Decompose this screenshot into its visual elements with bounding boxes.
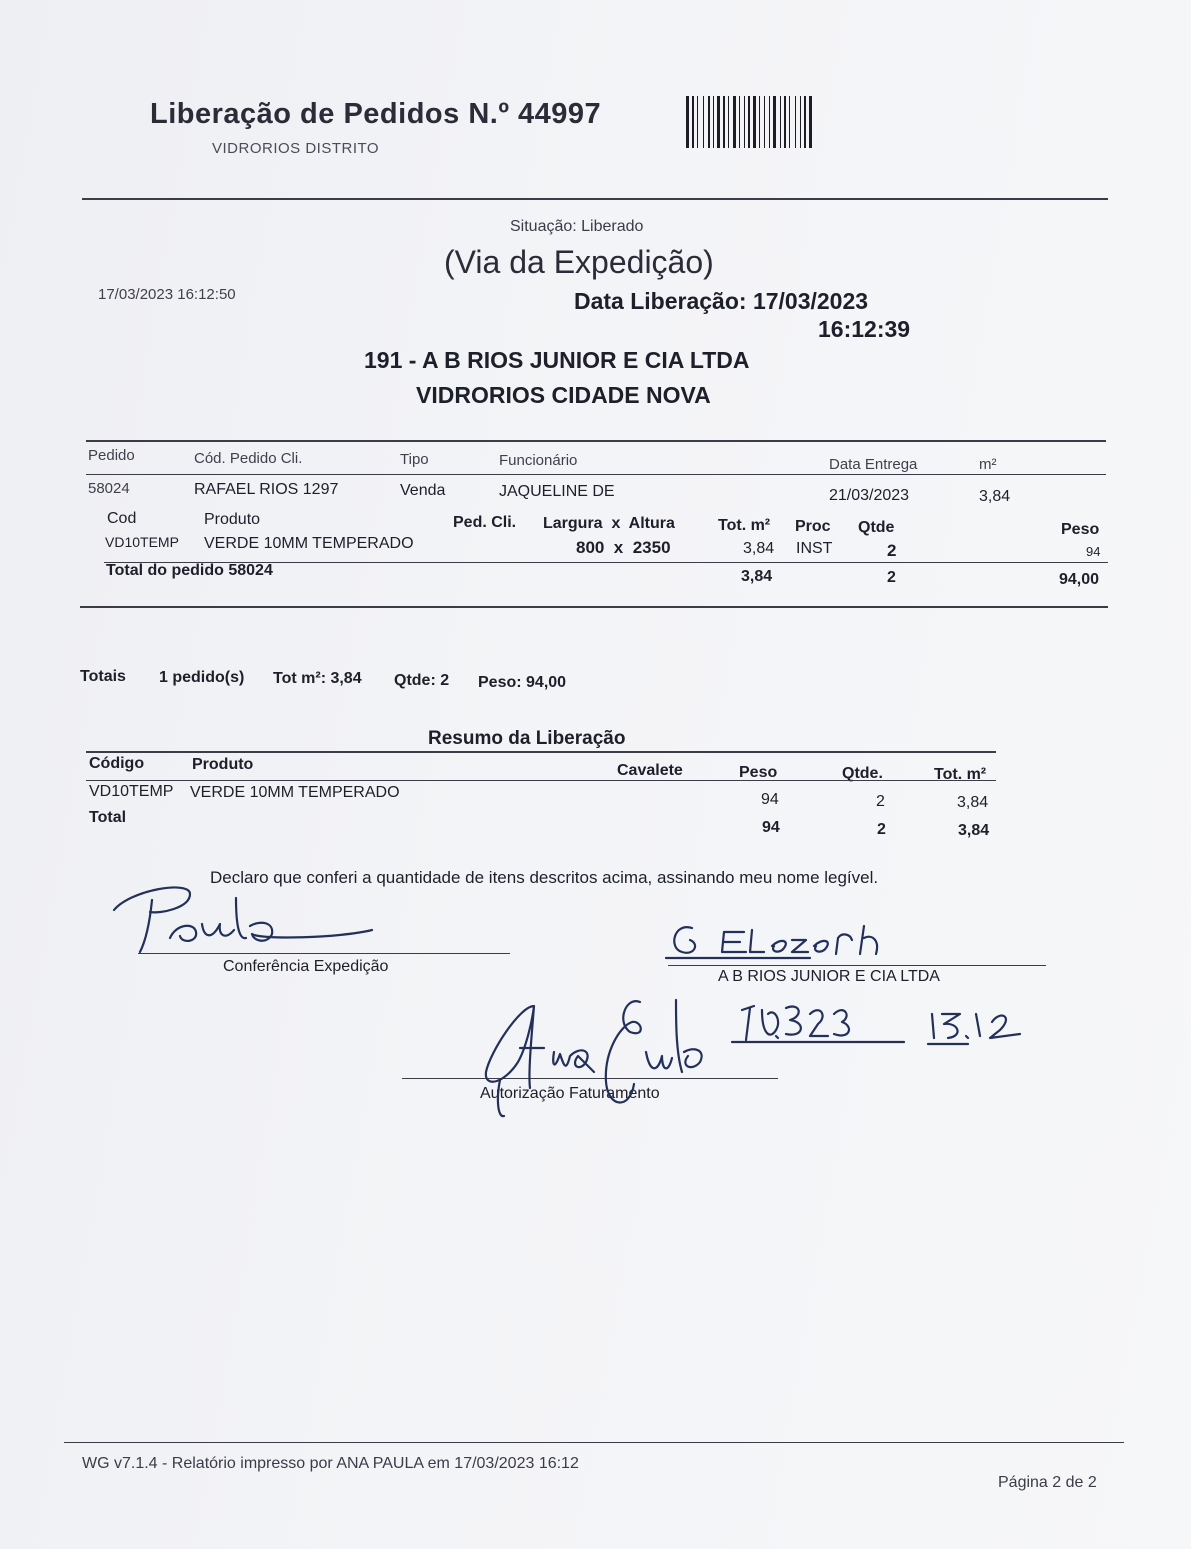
barcode-bar	[809, 96, 812, 148]
col-header-funcionario: Funcionário	[499, 452, 578, 469]
barcode-bar	[800, 96, 801, 148]
summary-header-peso: Peso	[739, 764, 778, 781]
footer-rule	[64, 1442, 1124, 1443]
summary-header-rule	[86, 780, 996, 781]
document-title: Liberação de Pedidos N.º 44997	[150, 98, 602, 130]
order-total-label: Total do pedido 58024	[106, 562, 273, 579]
col-header-m2: m²	[979, 456, 997, 473]
barcode-bar	[804, 96, 806, 148]
barcode-bar	[717, 96, 720, 148]
release-date: Data Liberação: 17/03/2023	[574, 288, 869, 314]
summary-top-rule	[86, 751, 996, 753]
item-proc: INST	[796, 540, 833, 557]
order-total-peso: 94,00	[1059, 571, 1100, 588]
signature-label-autorizacao: Autorização Faturamento	[480, 1085, 660, 1102]
item-header-tot-m2: Tot. m²	[718, 517, 771, 534]
footer-printed-by: WG v7.1.4 - Relatório impresso por ANA PAULA em 17/03/2023 16:12	[82, 1455, 579, 1472]
totals-label: Totais	[80, 668, 126, 685]
summary-total-label: Total	[89, 809, 127, 826]
item-header-produto: Produto	[204, 511, 261, 528]
order-data-entrega: 21/03/2023	[829, 487, 910, 504]
declaration-text: Declaro que conferi a quantidade de itens descritos acima, assinando meu nome legível.	[210, 868, 879, 887]
summary-produto: VERDE 10MM TEMPERADO	[190, 784, 400, 801]
handwritten-signature-autorizacao	[470, 992, 710, 1122]
barcode-bar	[692, 96, 694, 148]
barcode-bar	[759, 96, 760, 148]
totals-peso: Peso: 94,00	[478, 674, 567, 691]
barcode-bar	[789, 96, 790, 148]
item-header-ped-cli: Ped. Cli.	[453, 514, 517, 531]
signature-label-company: A B RIOS JUNIOR E CIA LTDA	[718, 968, 940, 985]
summary-peso: 94	[761, 791, 779, 808]
summary-header-tot-m2: Tot. m²	[934, 766, 987, 783]
summary-header-produto: Produto	[192, 756, 254, 773]
barcode-image	[686, 96, 866, 148]
item-header-proc: Proc	[795, 518, 831, 535]
summary-total-peso: 94	[762, 819, 780, 836]
item-tot-m2: 3,84	[743, 540, 775, 557]
barcode-bar	[708, 96, 710, 148]
item-header-cod: Cod	[107, 510, 137, 527]
footer-page-number: Página 2 de 2	[998, 1474, 1097, 1491]
handwritten-signature-conferencia	[110, 880, 390, 960]
order-table-top-rule	[86, 440, 1106, 442]
col-header-tipo: Tipo	[400, 451, 429, 468]
status-label: Situação: Liberado	[510, 218, 644, 235]
signature-label-conferencia: Conferência Expedição	[223, 958, 389, 975]
summary-header-codigo: Código	[89, 755, 145, 772]
order-m2: 3,84	[979, 488, 1011, 505]
col-header-data-entrega: Data Entrega	[829, 456, 918, 473]
barcode-bar	[748, 96, 750, 148]
summary-title: Resumo da Liberação	[428, 728, 626, 749]
order-funcionario: JAQUELINE DE	[499, 483, 615, 500]
copy-label: (Via da Expedição)	[444, 244, 714, 280]
barcode-bar	[697, 96, 698, 148]
item-produto: VERDE 10MM TEMPERADO	[204, 535, 414, 552]
summary-qtde: 2	[876, 793, 885, 810]
barcode-bar	[795, 96, 796, 148]
item-header-largura-altura: Largura x Altura	[543, 515, 675, 532]
barcode-bar	[784, 96, 786, 148]
barcode-bar	[713, 96, 714, 148]
item-peso: 94	[1086, 544, 1101, 559]
company-subtitle: VIDRORIOS DISTRITO	[212, 140, 380, 157]
order-header-rule	[86, 474, 1106, 475]
summary-total-qtde: 2	[877, 821, 886, 838]
totals-qtde: Qtde: 2	[394, 672, 450, 689]
header-divider	[82, 198, 1108, 200]
item-header-peso: Peso	[1061, 521, 1100, 538]
barcode-bar	[728, 96, 729, 148]
handwritten-signature-company	[660, 918, 900, 966]
col-header-cod-pedido-cli: Cód. Pedido Cli.	[194, 450, 303, 467]
printed-timestamp: 17/03/2023 16:12:50	[98, 286, 236, 303]
summary-tot-m2: 3,84	[957, 794, 989, 811]
barcode-bar	[723, 96, 725, 148]
barcode-bar	[780, 96, 781, 148]
order-pedido: 58024	[88, 480, 130, 497]
handwritten-date-time	[728, 1000, 1038, 1052]
barcode-bar	[773, 96, 776, 148]
summary-header-cavalete: Cavalete	[617, 762, 683, 779]
client-name: 191 - A B RIOS JUNIOR E CIA LTDA	[364, 347, 750, 373]
totals-m2: Tot m²: 3,84	[273, 670, 362, 687]
summary-total-tot-m2: 3,84	[958, 822, 990, 839]
col-header-pedido: Pedido	[88, 447, 135, 464]
item-dimensions: 800 x 2350	[576, 538, 671, 557]
summary-header-qtde: Qtde.	[842, 765, 883, 782]
item-header-qtde: Qtde	[858, 519, 895, 536]
barcode-bar	[753, 96, 756, 148]
order-tipo: Venda	[400, 482, 446, 499]
order-cod-pedido-cli: RAFAEL RIOS 1297	[194, 481, 339, 498]
barcode-bar	[703, 96, 704, 148]
order-total-m2: 3,84	[741, 568, 773, 585]
order-total-qtde: 2	[887, 569, 896, 586]
barcode-bar	[764, 96, 765, 148]
barcode-bar	[769, 96, 770, 148]
barcode-bar	[733, 96, 736, 148]
release-time: 16:12:39	[818, 316, 911, 342]
client-branch: VIDRORIOS CIDADE NOVA	[416, 382, 711, 408]
totals-pedidos: 1 pedido(s)	[159, 669, 245, 686]
barcode-bar	[739, 96, 740, 148]
order-table-bottom-rule	[80, 606, 1108, 608]
barcode-bar	[744, 96, 745, 148]
item-qtde: 2	[887, 541, 897, 560]
item-cod: VD10TEMP	[105, 534, 179, 550]
summary-codigo: VD10TEMP	[89, 783, 174, 800]
barcode-bar	[686, 96, 689, 148]
